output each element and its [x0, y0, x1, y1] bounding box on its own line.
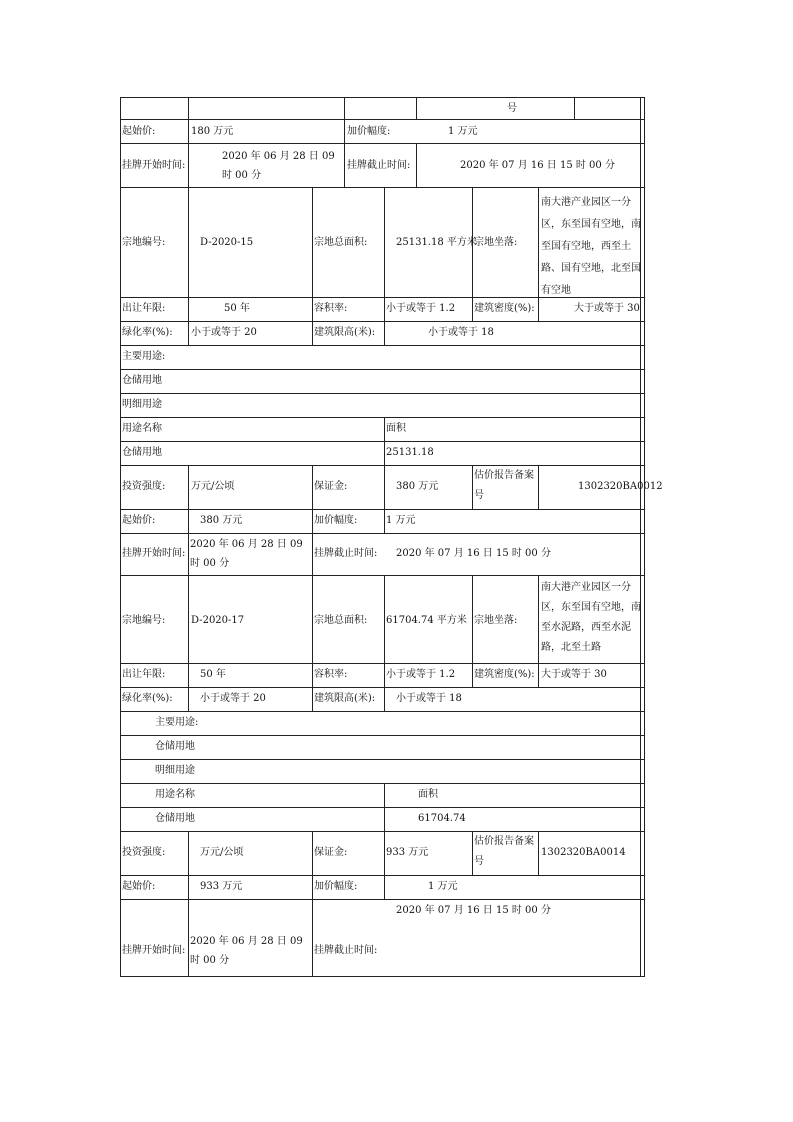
listing-start-label: 挂牌开始时间: — [122, 160, 186, 171]
parcel-id-value: D-2020-15 — [200, 237, 254, 248]
increment-label: 加价幅度: — [314, 515, 358, 526]
invest-value: 万元/公顷 — [191, 481, 235, 492]
deposit-label: 保证金: — [314, 481, 348, 492]
far-value: 小于或等于 1.2 — [386, 669, 456, 680]
use-name-value: 仓储用地 — [155, 813, 195, 824]
listing-end-label: 挂牌截止时间: — [347, 160, 411, 171]
main-use-label: 主要用途: — [122, 351, 166, 362]
invest-label: 投资强度: — [122, 847, 166, 858]
height-limit-value: 小于或等于 18 — [428, 327, 494, 338]
density-value: 大于或等于 30 — [541, 669, 607, 680]
far-label: 容积率: — [314, 303, 348, 314]
listing-end-value: 2020 年 07 月 16 日 15 时 00 分 — [396, 548, 551, 559]
invest-value: 万元/公顷 — [200, 847, 244, 858]
green-value: 小于或等于 20 — [191, 327, 257, 338]
parcel-id-label: 宗地编号: — [122, 237, 166, 248]
start-price-label: 起始价: — [122, 881, 156, 892]
increment-value: 1 万元 — [386, 515, 416, 526]
parcel-id-label: 宗地编号: — [122, 615, 166, 626]
parcel-location-value: 南大港产业园区一分区，东至国有空地，南至国有空地，西至土路、国有空地，北至国有空地 — [541, 197, 641, 296]
listing-end-label: 挂牌截止时间: — [314, 945, 378, 956]
main-use-value: 仓储用地 — [122, 375, 162, 386]
parcel-area-value: 25131.18 平方米 — [396, 237, 477, 248]
listing-end-label: 挂牌截止时间: — [314, 548, 378, 559]
increment-label: 加价幅度: — [347, 126, 391, 137]
use-area-value: 61704.74 — [418, 813, 466, 824]
start-price-value: 380 万元 — [200, 515, 243, 526]
increment-label: 加价幅度: — [314, 881, 358, 892]
listing-start-value: 2020 年 06 月 28 日 09 时 00 分 — [190, 539, 303, 569]
listing-end-value: 2020 年 07 月 16 日 15 时 00 分 — [460, 160, 615, 171]
far-value: 小于或等于 1.2 — [386, 303, 456, 314]
increment-value: 1 万元 — [448, 126, 478, 137]
detail-use-label: 明细用途 — [122, 399, 162, 410]
density-label: 建筑密度(%): — [474, 669, 535, 680]
report-label: 估价报告备案号 — [474, 470, 534, 501]
start-price-label: 起始价: — [122, 126, 156, 137]
report-value: 1302320BA0014 — [541, 847, 626, 858]
term-value: 50 年 — [200, 669, 226, 680]
use-name-header: 用途名称 — [122, 423, 162, 434]
green-label: 绿化率(%): — [122, 327, 173, 338]
parcel-location-value: 南大港产业园区一分区，东至国有空地，南至水泥路，西至水泥路，北至土路 — [541, 582, 641, 653]
area-header: 面积 — [418, 789, 438, 800]
density-value: 大于或等于 30 — [574, 303, 640, 314]
start-price-value: 180 万元 — [191, 126, 234, 137]
parcel-location-label: 宗地坐落: — [474, 615, 518, 626]
start-price-label: 起始价: — [122, 515, 156, 526]
invest-label: 投资强度: — [122, 481, 166, 492]
deposit-label: 保证金: — [314, 847, 348, 858]
use-area-value: 25131.18 — [386, 447, 434, 458]
parcel-area-value: 61704.74 平方米 — [386, 615, 467, 626]
density-label: 建筑密度(%): — [474, 303, 535, 314]
parcel-id-value: D-2020-17 — [191, 615, 245, 626]
deposit-value: 380 万元 — [396, 481, 439, 492]
green-label: 绿化率(%): — [122, 693, 173, 704]
term-label: 出让年限: — [122, 669, 166, 680]
report-label: 估价报告备案号 — [474, 836, 534, 867]
start-price-value: 933 万元 — [200, 881, 243, 892]
header-fragment-text: 号 — [507, 103, 517, 114]
far-label: 容积率: — [314, 669, 348, 680]
green-value: 小于或等于 20 — [200, 693, 266, 704]
height-limit-value: 小于或等于 18 — [396, 693, 462, 704]
listing-start-label: 挂牌开始时间: — [122, 548, 186, 559]
height-limit-label: 建筑限高(米): — [314, 327, 376, 338]
parcel-area-label: 宗地总面积: — [314, 237, 368, 248]
height-limit-label: 建筑限高(米): — [314, 693, 376, 704]
listing-end-value: 2020 年 07 月 16 日 15 时 00 分 — [396, 905, 551, 916]
term-value: 50 年 — [224, 303, 250, 314]
report-value: 1302320BA0012 — [578, 481, 663, 492]
area-header: 面积 — [386, 423, 406, 434]
listing-start-label: 挂牌开始时间: — [122, 945, 186, 956]
use-name-value: 仓储用地 — [122, 447, 162, 458]
listing-start-value: 2020 年 06 月 28 日 09 时 00 分 — [222, 151, 335, 181]
increment-value: 1 万元 — [428, 881, 458, 892]
main-use-label: 主要用途: — [155, 717, 199, 728]
use-name-header: 用途名称 — [155, 789, 195, 800]
listing-start-value: 2020 年 06 月 28 日 09 时 00 分 — [190, 936, 303, 966]
detail-use-label: 明细用途 — [155, 765, 195, 776]
term-label: 出让年限: — [122, 303, 166, 314]
parcel-location-label: 宗地坐落: — [474, 237, 518, 248]
main-use-value: 仓储用地 — [155, 741, 195, 752]
parcel-area-label: 宗地总面积: — [314, 615, 368, 626]
deposit-value: 933 万元 — [386, 847, 429, 858]
